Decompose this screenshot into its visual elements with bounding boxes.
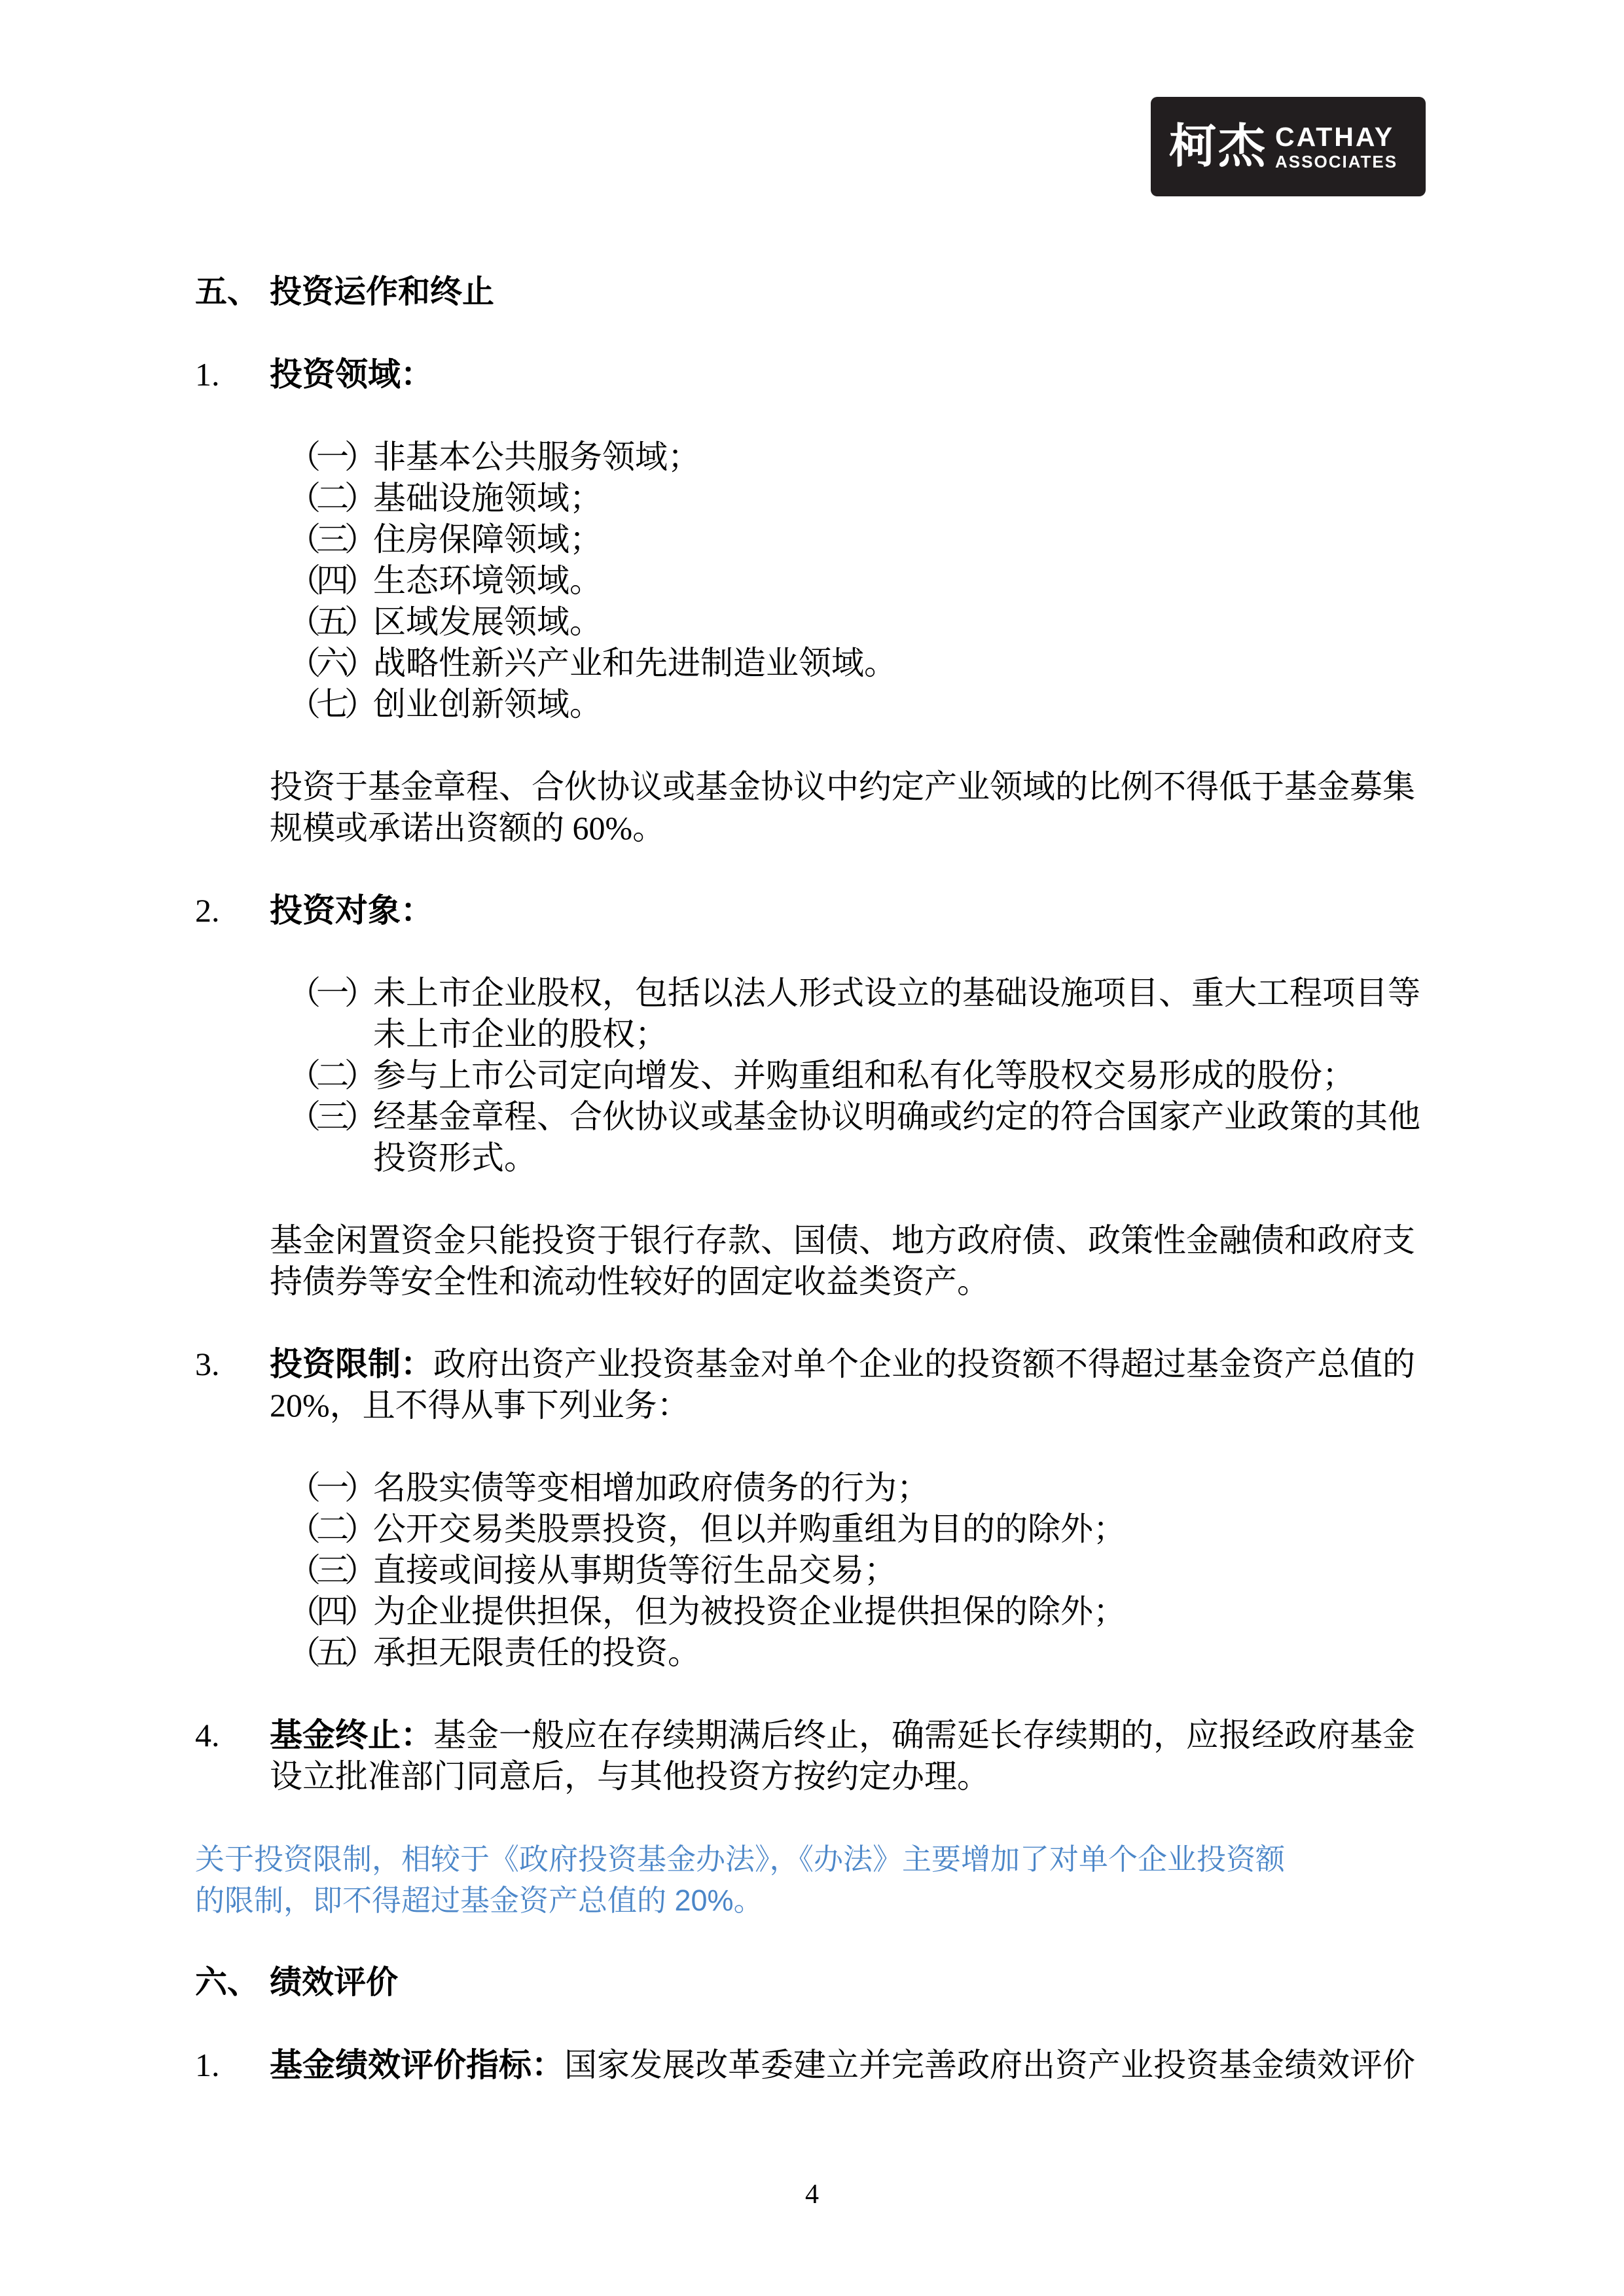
list-item-marker: （七） [288,686,372,723]
item-4-label: 基金终止： [270,1717,433,1753]
annotation-line: 关于投资限制，相较于《政府投资基金办法》，《办法》主要增加了对单个企业投资额 [195,1842,1286,1876]
list-item [288,601,1427,643]
logo-english-subtitle: ASSOCIATES [1275,151,1398,171]
list-item-marker: （五） [288,1634,372,1671]
list-item [288,973,1427,1055]
paragraph-idle-funds [270,1220,1427,1302]
list-item [288,478,1427,519]
list-item [288,1632,1427,1674]
list-item-marker: （二） [288,1057,372,1094]
annotation-line: 的限制，即不得超过基金资产总值的 20%。 [195,1884,763,1917]
list-item [288,1509,1427,1550]
list-item-text: 公开交易类股票投资，但以并购重组为目的的除外； [373,1511,1126,1547]
performance-item-text: 国家发展改革委建立并完善政府出资产业投资基金绩效评价 [564,2047,1415,2083]
list-item-text: 名股实债等变相增加政府债务的行为； [373,1469,929,1506]
section-heading-6 [195,1962,1427,2003]
item-1-investment-fields [195,354,1427,395]
paragraph-line: 投资于基金章程、合伙协议或基金协议中约定产业领域的比例不得低于基金募集 [270,768,1415,805]
section-heading-5 [195,272,1427,313]
investment-fields-list [288,437,1427,725]
item-3-investment-restrictions [195,1344,1427,1426]
list-item-line: 经基金章程、合伙协议或基金协议明确或约定的符合国家产业政策的其他 [373,1098,1420,1135]
item-4-line2: 设立批准部门同意后，与其他投资方按约定办理。 [270,1758,990,1795]
item-3-line2: 20%，且不得从事下列业务： [270,1387,690,1424]
list-item-text: 承担无限责任的投资。 [373,1634,700,1671]
item-3-line1-text: 政府出资产业投资基金对单个企业的投资额不得超过基金资产总值的 [433,1346,1415,1382]
list-item [288,519,1427,560]
section-heading-5-number: 五、 [195,274,260,310]
item-2-number: 2. [195,892,220,929]
paragraph-line: 规模或承诺出资额的 60%。 [270,810,666,846]
list-item [288,643,1427,684]
item-4-number: 4. [195,1717,220,1753]
item-3-line1 [270,1344,1427,1385]
item-2-investment-targets [195,890,1427,931]
list-item-text: 区域发展领域。 [373,603,602,640]
list-item-text: 创业创新领域。 [373,686,602,723]
performance-item-label: 基金绩效评价指标： [270,2047,564,2083]
list-item [288,1055,1427,1096]
list-item-text: 生态环境领域。 [373,562,602,599]
list-item-text: 基础设施领域； [373,480,602,516]
item-1-number: 1. [195,356,220,393]
item-4-fund-termination [195,1715,1427,1797]
list-item-marker: （五） [288,603,372,640]
list-item [288,437,1427,478]
list-item-line: 未上市企业的股权； [373,1016,668,1052]
paragraph-line: 持债券等安全性和流动性较好的固定收益类资产。 [270,1263,990,1300]
section-heading-6-title: 绩效评价 [270,1965,399,2000]
list-item-marker: （四） [288,1593,372,1630]
item-1-label: 投资领域： [270,356,433,393]
list-item-marker: （四） [288,562,372,599]
list-item-line: 参与上市公司定向增发、并购重组和私有化等股权交易形成的股份； [373,1057,1355,1094]
logo-english-name: CATHAY [1275,121,1395,152]
list-item [288,1550,1427,1591]
investment-targets-list [288,973,1427,1179]
paragraph-industry-ratio [270,766,1427,849]
item-1-performance-indicators [195,2045,1427,2086]
list-item-marker: （三） [288,521,372,558]
list-item-marker: （二） [288,480,372,516]
list-item-line: 投资形式。 [373,1139,537,1176]
logo-chinese-text: 柯杰 [1169,120,1268,173]
list-item-marker: （二） [288,1511,372,1547]
item-4-line1-text: 基金一般应在存续期满后终止，确需延长存续期的，应报经政府基金 [433,1717,1415,1753]
list-item-marker: （一） [288,439,372,475]
list-item-text: 住房保障领域； [373,521,602,558]
cathay-associates-logo [1151,97,1426,196]
page-number: 4 [805,2179,819,2210]
list-item [288,1096,1427,1179]
list-item-line: 未上市企业股权，包括以法人形式设立的基础设施项目、重大工程项目等 [373,975,1420,1011]
list-item-marker: （三） [288,1552,372,1588]
performance-item-number: 1. [195,2047,220,2083]
section-heading-6-number: 六、 [195,1965,260,2000]
logo-english-block [1275,121,1398,171]
list-item-text: 战略性新兴产业和先进制造业领域。 [373,645,897,681]
list-item [288,684,1427,725]
paragraph-line: 基金闲置资金只能投资于银行存款、国债、地方政府债、政策性金融债和政府支 [270,1222,1415,1259]
list-item-text: 直接或间接从事期货等衍生品交易； [373,1552,897,1588]
list-item-text: 非基本公共服务领域； [373,439,700,475]
list-item [288,1591,1427,1632]
section-heading-5-title: 投资运作和终止 [270,274,495,310]
list-item-text: 为企业提供担保，但为被投资企业提供担保的除外； [373,1593,1126,1630]
item-2-label: 投资对象： [270,892,433,929]
document-body [195,272,1427,2086]
list-item-marker: （一） [288,975,372,1011]
list-item-marker: （一） [288,1469,372,1506]
item-4-line1 [270,1715,1427,1756]
list-item-marker: （六） [288,645,372,681]
annotation-note-blue [195,1839,1427,1921]
list-item-marker: （三） [288,1098,372,1135]
item-3-number: 3. [195,1346,220,1382]
restricted-business-list [288,1467,1427,1674]
list-item [288,1467,1427,1509]
list-item [288,560,1427,601]
item-3-label: 投资限制： [270,1346,433,1382]
